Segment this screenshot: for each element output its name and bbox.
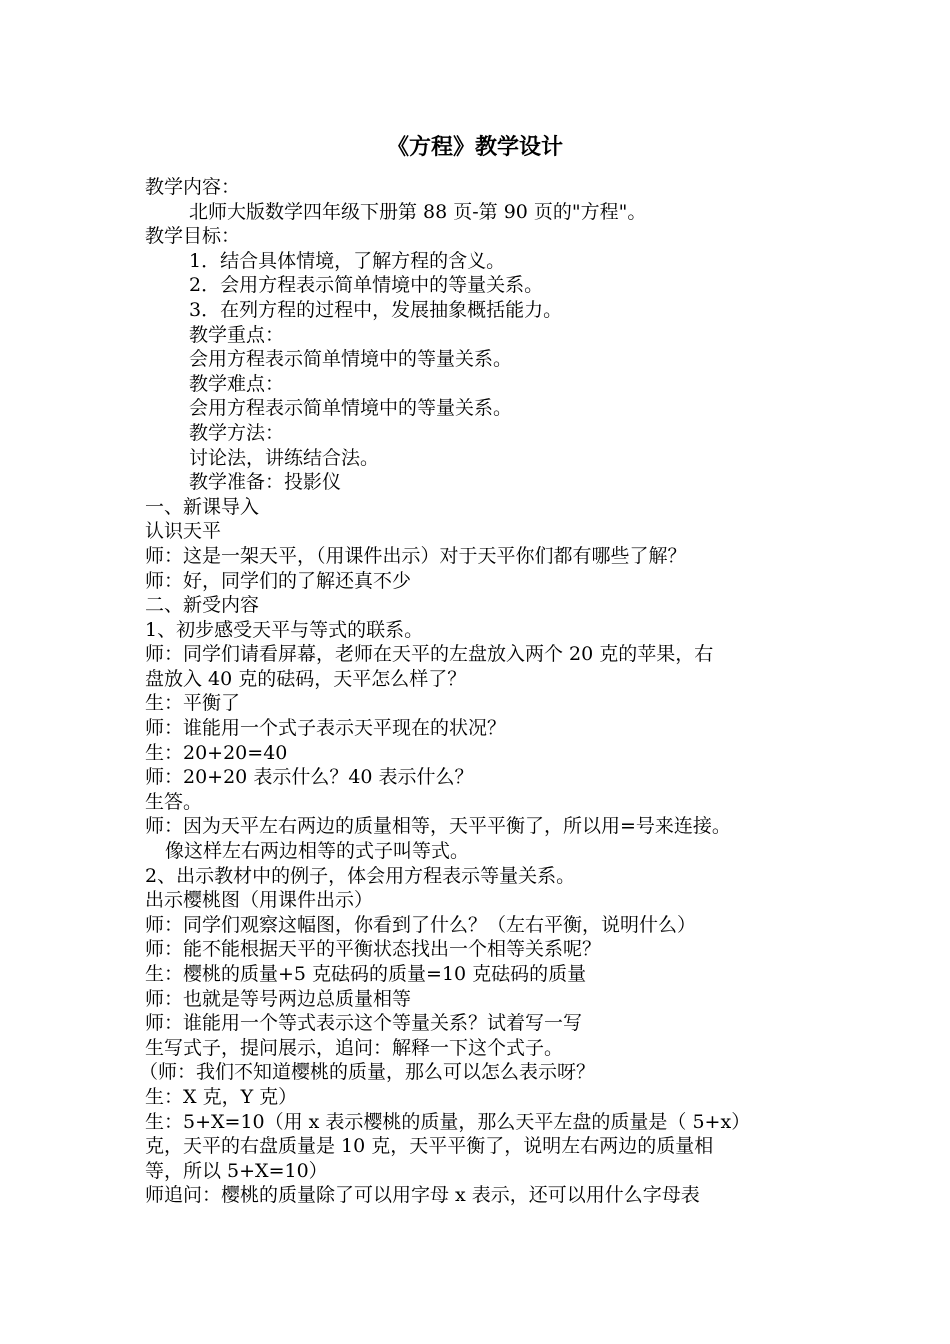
- text-line: 教学目标：: [145, 225, 241, 248]
- text-line: 二、新受内容: [145, 594, 260, 617]
- text-line: （师：我们不知道樱桃的质量，那么可以怎么表示呀？: [139, 1061, 596, 1084]
- text-line: 会用方程表示简单情境中的等量关系。: [189, 348, 513, 371]
- text-line: 教学准备：投影仪: [189, 471, 342, 494]
- text-line: 师：同学们观察这幅图，你看到了什么？（左右平衡，说明什么）: [145, 913, 697, 936]
- text-line: 师：能不能根据天平的平衡状态找出一个相等关系呢？: [145, 938, 602, 961]
- text-line: 教学难点：: [189, 372, 285, 395]
- text-line: 等，所以 5+X=10）: [145, 1159, 328, 1182]
- text-line: 克，天平的右盘质量是 10 克，天平平衡了，说明左右两边的质量相: [145, 1135, 714, 1158]
- text-line: 像这样左右两边相等的式子叫等式。: [165, 840, 470, 863]
- text-line: 师：谁能用一个等式表示这个等量关系？试着写一写: [145, 1012, 583, 1035]
- text-line: 出示樱桃图（用课件出示）: [145, 889, 374, 912]
- document-title: 《方程》教学设计: [386, 135, 563, 160]
- document-body: [139, 175, 825, 1208]
- text-line: 生写式子，提问展示，追问：解释一下这个式子。: [145, 1036, 564, 1059]
- text-line: 师：20+20 表示什么？40 表示什么？: [145, 766, 474, 789]
- text-line: 北师大版数学四年级下册第 88 页-第 90 页的"方程"。: [189, 200, 647, 223]
- text-line: 师：谁能用一个式子表示天平现在的状况？: [145, 717, 507, 740]
- text-line: 生：20+20=40: [145, 741, 288, 764]
- text-line: 师：因为天平左右两边的质量相等，天平平衡了，所以用=号来连接。: [145, 815, 731, 838]
- text-line: 2．会用方程表示简单情境中的等量关系。: [189, 274, 544, 297]
- text-line: 生：平衡了: [145, 692, 241, 715]
- text-line: 生：5+X=10（用 x 表示樱桃的质量，那么天平左盘的质量是（ 5+x）: [145, 1110, 751, 1133]
- text-line: 2、出示教材中的例子，体会用方程表示等量关系。: [145, 864, 576, 887]
- text-line: 师追问：樱桃的质量除了可以用字母 x 表示，还可以用什么字母表: [145, 1184, 700, 1207]
- text-line: 一、新课导入: [145, 495, 260, 518]
- text-line: 1、初步感受天平与等式的联系。: [145, 618, 424, 641]
- text-line: 讨论法，讲练结合法。: [189, 446, 380, 469]
- text-line: 盘放入 40 克的砝码，天平怎么样了？: [145, 667, 467, 690]
- text-line: 生：樱桃的质量+5 克砝码的质量=10 克砝码的质量: [145, 963, 587, 985]
- text-line: 1．结合具体情境，了解方程的含义。: [189, 249, 506, 272]
- text-line: 教学方法：: [189, 421, 285, 444]
- text-line: 生答。: [145, 790, 203, 813]
- text-line: 教学内容：: [145, 176, 241, 198]
- text-line: 师：好，同学们的了解还真不少: [145, 569, 412, 592]
- text-line: 教学重点：: [189, 323, 285, 346]
- text-line: 师：同学们请看屏幕，老师在天平的左盘放入两个 20 克的苹果，右: [145, 643, 714, 666]
- text-line: 生：X 克，Y 克）: [145, 1085, 298, 1108]
- text-line: 会用方程表示简单情境中的等量关系。: [189, 397, 513, 420]
- text-line: 3．在列方程的过程中，发展抽象概括能力。: [189, 298, 563, 321]
- text-line: 认识天平: [145, 520, 222, 543]
- text-line: 师：这是一架天平，（用课件出示）对于天平你们都有哪些了解？: [145, 544, 687, 567]
- text-line: 师：也就是等号两边总质量相等: [145, 987, 412, 1010]
